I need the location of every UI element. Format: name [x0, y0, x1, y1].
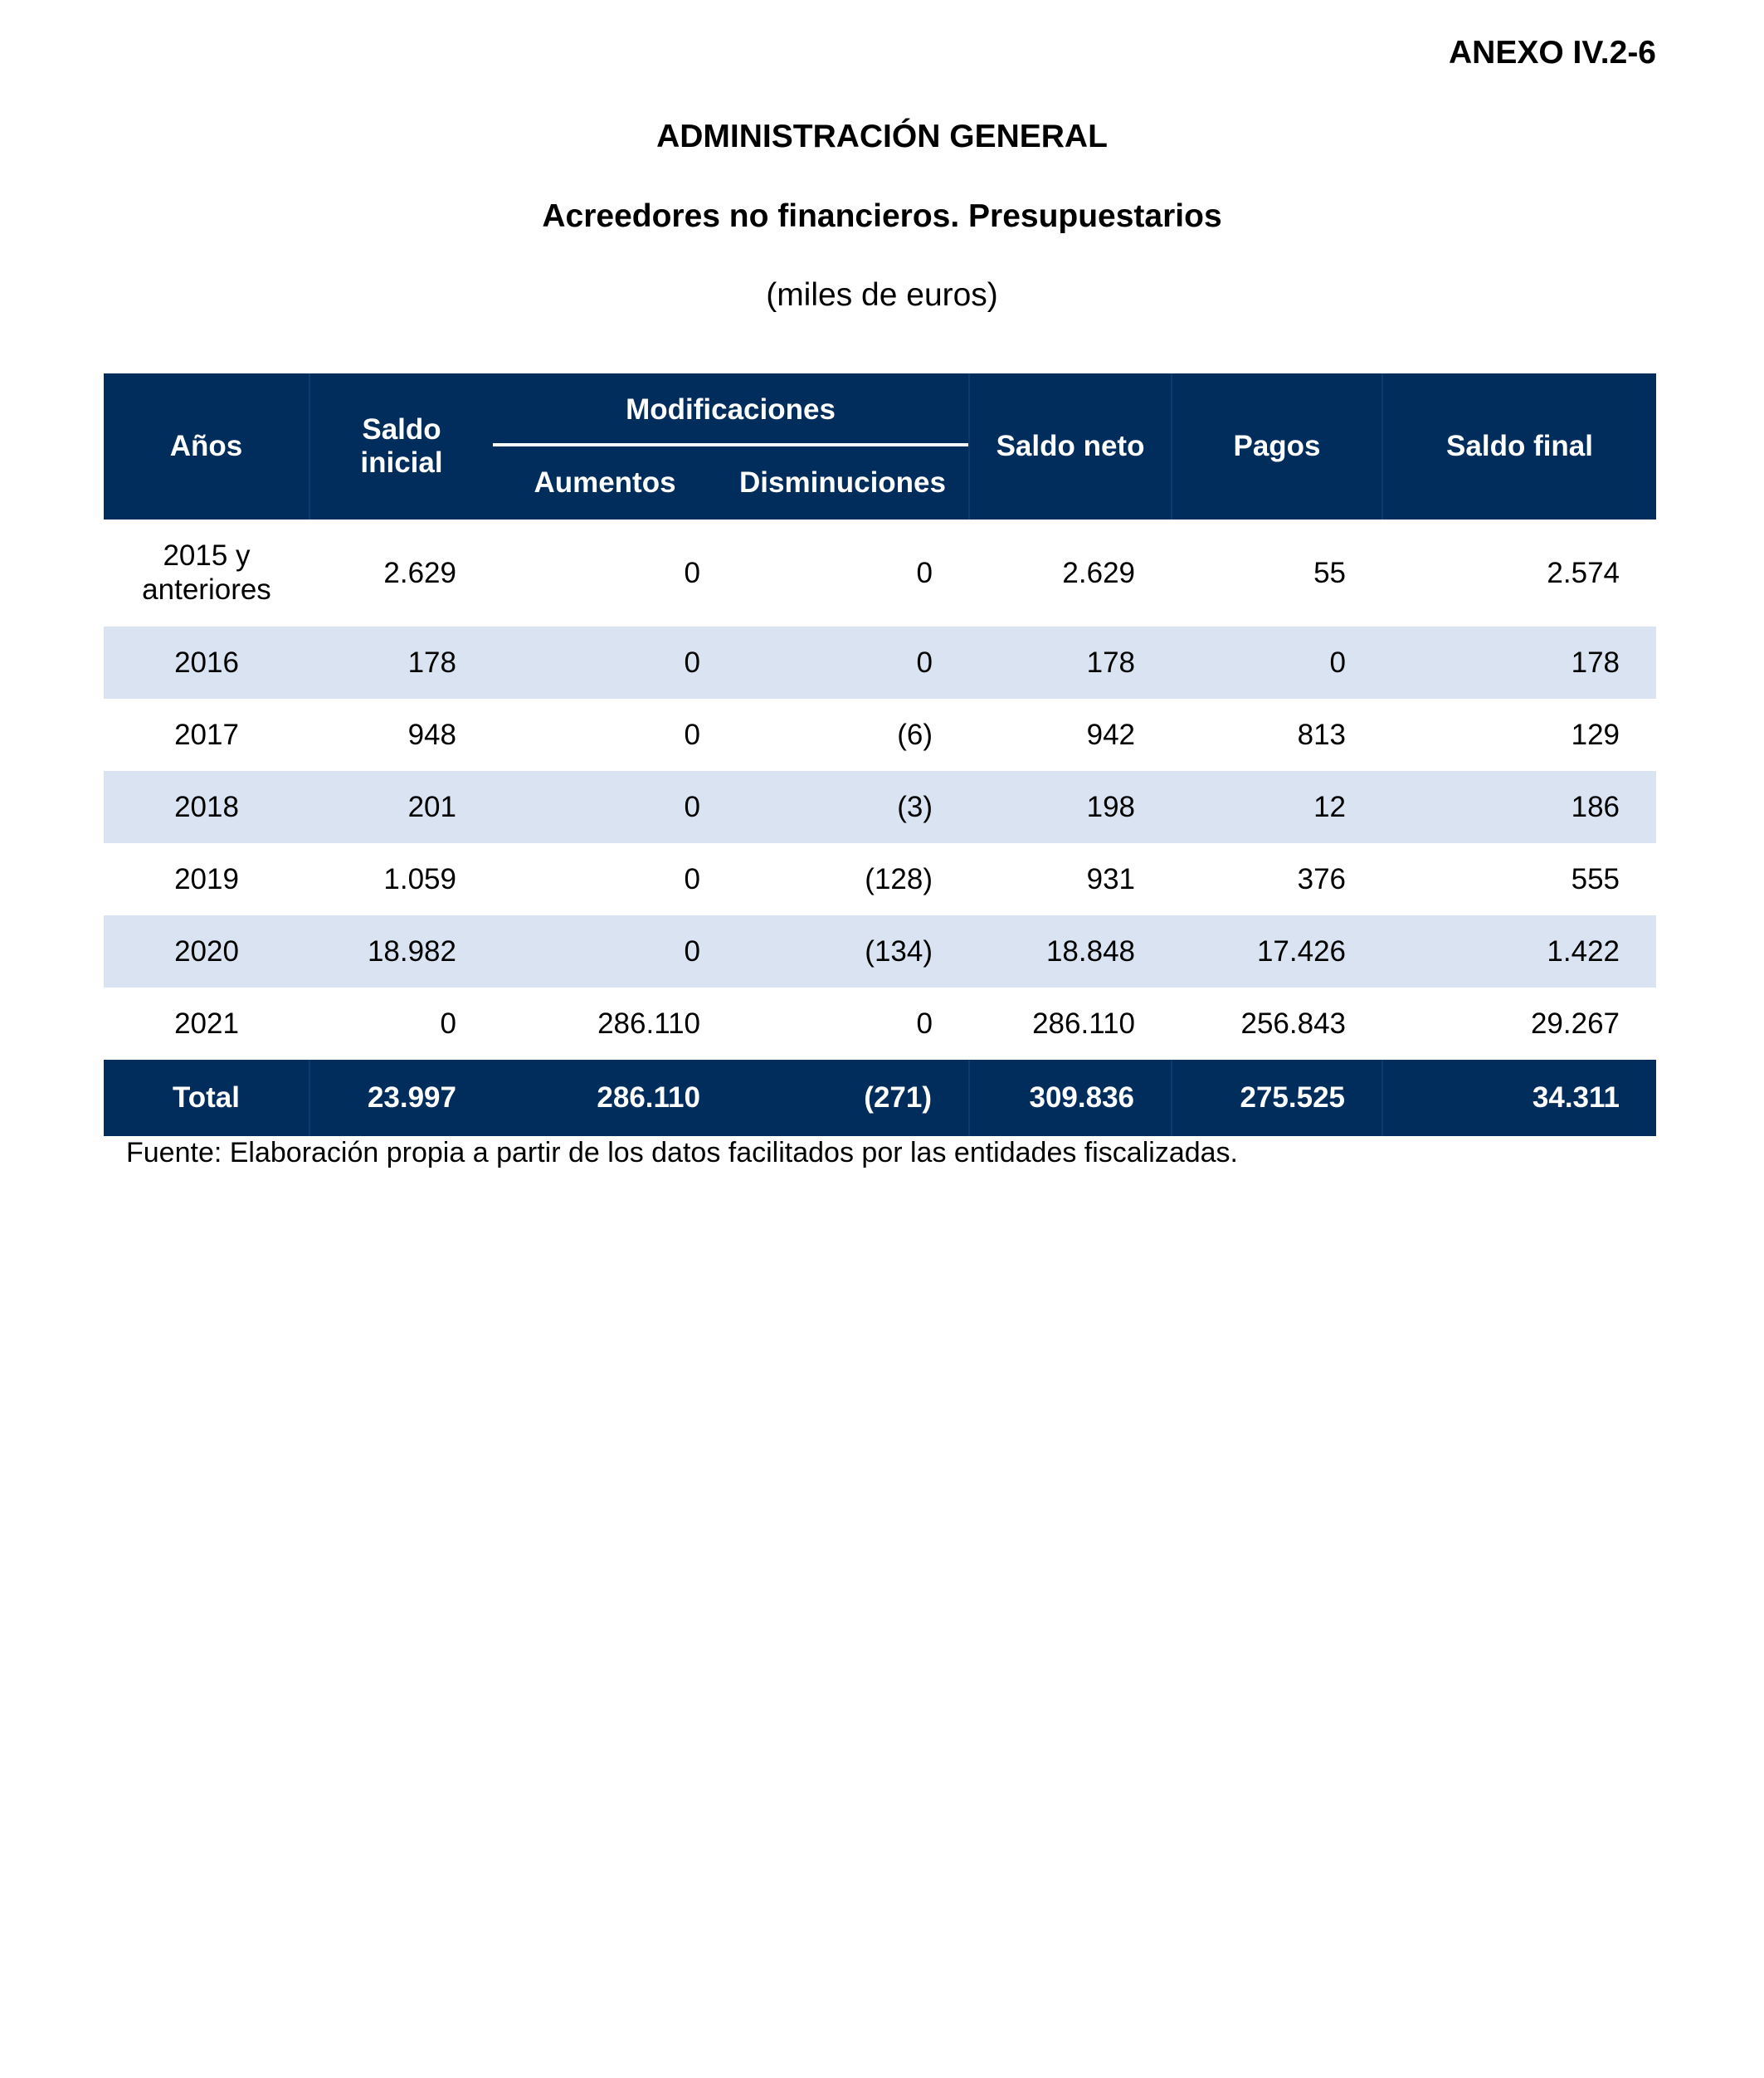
- table-row: [104, 988, 1656, 1060]
- header-payments: Pagos: [1172, 373, 1382, 520]
- cell-increases: 286.110: [597, 1007, 700, 1040]
- header-final-balance: Saldo final: [1382, 373, 1656, 520]
- cell-final: 1.422: [1382, 915, 1656, 988]
- header-years: Años: [104, 373, 309, 520]
- cell-year-text: 2015 y anteriores: [142, 539, 271, 606]
- table-row: [104, 915, 1656, 988]
- cell-year: [104, 520, 309, 627]
- cell-year: 2019: [174, 862, 239, 895]
- cell-initial: 201: [309, 771, 493, 843]
- header-increases: Aumentos: [493, 446, 717, 520]
- cell-increases: 0: [684, 718, 700, 751]
- cell-year: 2021: [174, 1007, 239, 1040]
- cell-year: 2018: [104, 771, 309, 843]
- cell-initial: 1.059: [383, 862, 456, 895]
- cell-payments: 376: [1297, 862, 1347, 895]
- page-title: ADMINISTRACIÓN GENERAL: [656, 119, 1108, 154]
- cell-year: 2020: [104, 915, 309, 988]
- cell-payments: 813: [1297, 718, 1347, 751]
- cell-decreases: (128): [865, 862, 933, 895]
- cell-final: 29.267: [1530, 1007, 1620, 1040]
- total-row: [104, 1060, 1656, 1136]
- cell-final: 186: [1382, 771, 1656, 843]
- cell-net: 178: [969, 627, 1172, 699]
- cell-year: 2016: [104, 627, 309, 699]
- total-label: Total: [104, 1060, 309, 1136]
- total-final: 34.311: [1382, 1060, 1656, 1136]
- source-note: Fuente: Elaboración propia a partir de los datos facilitados por las entidades fiscalizadas.: [126, 1137, 1238, 1168]
- cell-net: 942: [1086, 718, 1136, 751]
- cell-final: 129: [1571, 718, 1620, 751]
- table-header: [104, 373, 1656, 520]
- total-increases: 286.110: [493, 1060, 717, 1136]
- cell-decreases: (3): [717, 771, 969, 843]
- cell-decreases: (6): [897, 718, 933, 751]
- cell-final: 178: [1382, 627, 1656, 699]
- cell-net: 2.629: [1062, 556, 1136, 589]
- page-subtitle: Acreedores no financieros. Presupuestarios: [542, 198, 1222, 234]
- cell-increases: 0: [493, 915, 717, 988]
- table-row: [104, 627, 1656, 699]
- cell-initial: 948: [407, 718, 456, 751]
- cell-decreases: (134): [717, 915, 969, 988]
- cell-decreases: 0: [916, 556, 933, 589]
- total-initial: 23.997: [309, 1060, 493, 1136]
- cell-decreases: 0: [717, 627, 969, 699]
- header-net-balance: Saldo neto: [969, 373, 1172, 520]
- table-row: [104, 771, 1656, 843]
- annex-label: ANEXO IV.2-6: [1449, 35, 1656, 71]
- cell-increases: 0: [684, 556, 700, 589]
- cell-net: 931: [1086, 862, 1136, 895]
- cell-payments: 256.843: [1240, 1007, 1347, 1040]
- cell-final: 555: [1571, 862, 1620, 895]
- cell-net: 18.848: [969, 915, 1172, 988]
- cell-payments: 0: [1172, 627, 1382, 699]
- cell-increases: 0: [684, 862, 700, 895]
- table-row: [104, 520, 1656, 627]
- header-initial-balance: [309, 373, 493, 520]
- table-row: [104, 699, 1656, 771]
- cell-net: 286.110: [1032, 1007, 1136, 1040]
- cell-year: 2017: [174, 718, 239, 751]
- cell-increases: 0: [493, 771, 717, 843]
- cell-net: 198: [969, 771, 1172, 843]
- total-decreases: (271): [717, 1060, 969, 1136]
- table-body: [104, 520, 1656, 1136]
- creditors-table: [104, 373, 1656, 1136]
- header-modifications: Modificaciones: [493, 373, 969, 446]
- header-initial-balance-text: Saldo inicial: [360, 412, 443, 479]
- total-payments: 275.525: [1172, 1060, 1382, 1136]
- cell-final: 2.574: [1547, 556, 1620, 589]
- cell-payments: 12: [1172, 771, 1382, 843]
- cell-decreases: 0: [916, 1007, 933, 1040]
- cell-payments: 17.426: [1172, 915, 1382, 988]
- cell-initial: 18.982: [309, 915, 493, 988]
- header-decreases: Disminuciones: [717, 446, 969, 520]
- cell-increases: 0: [493, 627, 717, 699]
- cell-initial: 178: [309, 627, 493, 699]
- cell-initial: 0: [440, 1007, 456, 1040]
- table-row: [104, 843, 1656, 915]
- cell-payments: 55: [1313, 556, 1347, 589]
- total-net: 309.836: [969, 1060, 1172, 1136]
- cell-initial: 2.629: [383, 556, 456, 589]
- units-label: (miles de euros): [766, 277, 998, 313]
